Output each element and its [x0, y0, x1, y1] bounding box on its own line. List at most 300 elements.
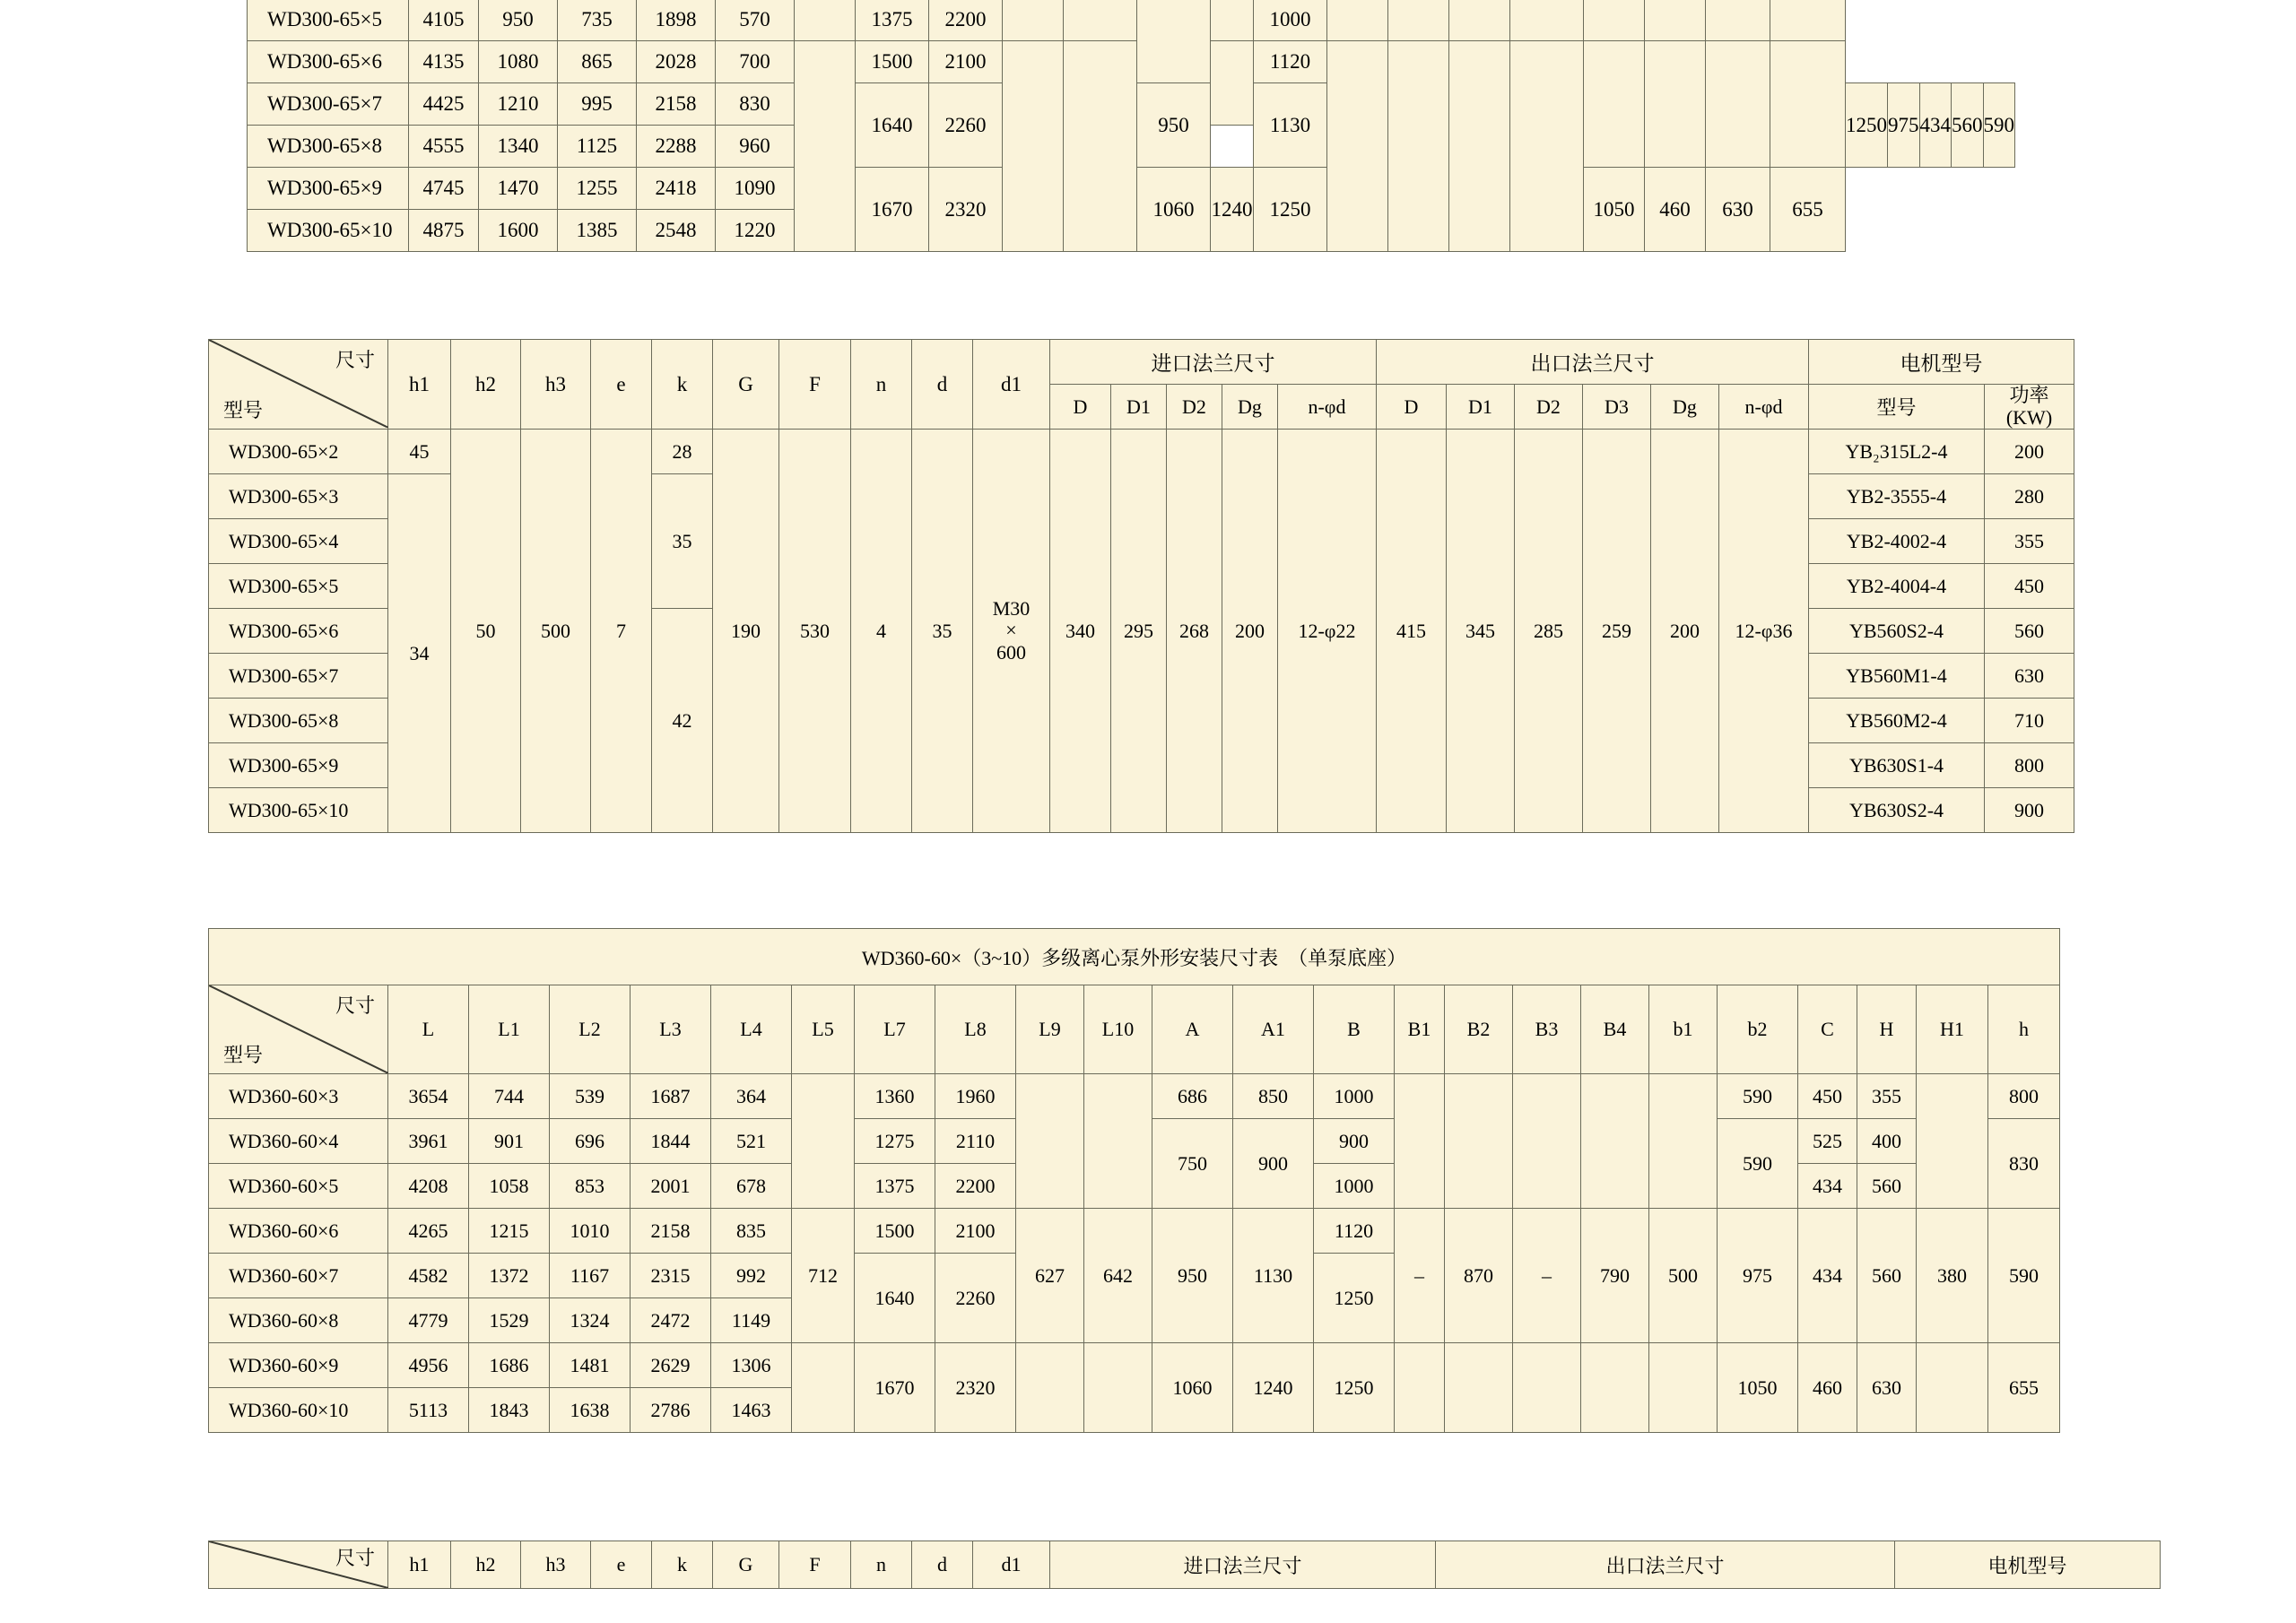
cell-B1-blank: [1395, 1343, 1445, 1433]
corner-label-size: 尺寸: [335, 1547, 375, 1569]
cell-A: 950: [1137, 83, 1211, 168]
cell-H: 560: [1952, 83, 1984, 168]
cell-B: 1120: [1254, 41, 1327, 83]
cell-k-2: 35: [652, 474, 713, 609]
cell-L8: 2320: [929, 168, 1003, 252]
th-B4: B4: [1581, 985, 1649, 1074]
cell-B: 1250: [1314, 1343, 1395, 1433]
th-b2: b2: [1718, 985, 1798, 1074]
cell-motor-power: 630: [1985, 654, 2074, 699]
cell-b2: 590: [1718, 1119, 1798, 1209]
cell-B2: [1388, 0, 1449, 41]
cell-A: 1060: [1152, 1343, 1233, 1433]
cell-motor-power: 800: [1985, 743, 2074, 788]
cell-L4: 678: [711, 1164, 792, 1209]
th-L9: L9: [1016, 985, 1084, 1074]
cell-h: 830: [1988, 1119, 2060, 1209]
cell-outlet-D1: 345: [1447, 430, 1515, 833]
cell-L2: 1255: [558, 168, 637, 210]
th-d1: d1: [973, 340, 1050, 430]
table-row: [248, 41, 2015, 83]
th-inlet-nd: n-φd: [1278, 385, 1377, 430]
cell-L: 4208: [388, 1164, 469, 1209]
cell-L2: 735: [558, 0, 637, 41]
cell-L1: 1372: [469, 1254, 550, 1298]
cell-B: 1000: [1254, 0, 1327, 41]
th-h2: h2: [451, 340, 521, 430]
corner-diagonal-header: [209, 985, 388, 1074]
cell-h: 800: [1988, 1074, 2060, 1119]
cell-H: 560: [1857, 1209, 1917, 1343]
cell-L4: 1463: [711, 1388, 792, 1433]
cell-model: WD360-60×9: [209, 1343, 388, 1388]
th-B2: B2: [1445, 985, 1513, 1074]
cell-h: [1770, 0, 1846, 41]
cell-L2: 1385: [558, 210, 637, 252]
cell-L10-blank: [1084, 1074, 1152, 1209]
cell-L4: 1149: [711, 1298, 792, 1343]
cell-h: [1770, 41, 1846, 168]
cell-L4: 830: [716, 83, 795, 126]
cell-L8: 2200: [935, 1164, 1016, 1209]
cell-B: 1120: [1314, 1209, 1395, 1254]
cell-model: WD300-65×4: [209, 519, 388, 564]
table-title: WD360-60×（3~10）多级离心泵外形安装尺寸表 （单泵底座）: [209, 929, 2060, 985]
cell-L3: 2158: [637, 83, 716, 126]
cell-A1: 1130: [1254, 83, 1327, 168]
cell-H: 630: [1857, 1343, 1917, 1433]
cell-H: [1706, 41, 1770, 168]
cell-L4: 700: [716, 41, 795, 83]
cell-L5-blank: [792, 1343, 855, 1433]
cell-L8: 2100: [929, 41, 1003, 83]
cell-L: 4265: [388, 1209, 469, 1254]
table-wd300-dimensions-continued: [247, 0, 2015, 252]
cell-L1: 950: [479, 0, 558, 41]
cell-model: WD300-65×8: [248, 126, 409, 168]
cell-h: 655: [1988, 1343, 2060, 1433]
cell-H: 630: [1706, 168, 1770, 252]
cell-L2: 1125: [558, 126, 637, 168]
header-row: [209, 985, 2060, 1074]
cell-L4: 992: [711, 1254, 792, 1298]
cell-A: 1060: [1137, 168, 1211, 252]
cell-L7: 1640: [855, 1254, 935, 1343]
cell-outlet-nd: 12-φ36: [1719, 430, 1809, 833]
cell-B1: [1327, 41, 1388, 252]
cell-inlet-D1: 295: [1111, 430, 1167, 833]
cell-motor-power: 900: [1985, 788, 2074, 833]
cell-d1: M30 × 600: [973, 430, 1050, 833]
cell-L3: 2786: [631, 1388, 711, 1433]
cell-A: 750: [1152, 1119, 1233, 1209]
th-motor-model: 型号: [1809, 385, 1985, 430]
cell-L2: 1010: [550, 1209, 631, 1254]
cell-L1: 1470: [479, 168, 558, 210]
th-outlet-D: D: [1377, 385, 1447, 430]
cell-L1: 1340: [479, 126, 558, 168]
table4: [208, 1541, 2161, 1589]
group-header-outlet: 出口法兰尺寸: [1436, 1541, 1895, 1589]
table-wd300-flange-motor: [208, 339, 2074, 833]
table-row: [209, 1209, 2060, 1254]
cell-B4: 790: [1581, 1209, 1649, 1343]
group-header-motor: 电机型号: [1809, 340, 2074, 385]
th-inlet-Dg: Dg: [1222, 385, 1278, 430]
cell-L9: 627: [1016, 1209, 1084, 1343]
cell-L9-blank: [1016, 1074, 1084, 1209]
cell-model: WD360-60×10: [209, 1388, 388, 1433]
th-inlet-D: D: [1050, 385, 1111, 430]
cell-L3: 1687: [631, 1074, 711, 1119]
cell-L2: 865: [558, 41, 637, 83]
table-wd360-flange-motor-header: [208, 1541, 2161, 1589]
cell-motor-power: 560: [1985, 609, 2074, 654]
cell-B3-blank: [1513, 1074, 1581, 1209]
cell-B3: –: [1513, 1209, 1581, 1343]
group-header-motor: 电机型号: [1895, 1541, 2161, 1589]
cell-L7: 1500: [856, 41, 929, 83]
cell-B: 900: [1314, 1119, 1395, 1164]
th-B: B: [1314, 985, 1395, 1074]
cell-b2: 590: [1718, 1074, 1798, 1119]
cell-L: 4425: [409, 83, 479, 126]
cell-motor-power: 355: [1985, 519, 2074, 564]
cell-model: WD300-65×10: [248, 210, 409, 252]
th-n: n: [851, 1541, 912, 1589]
cell-B3: [1449, 41, 1510, 252]
cell-h1-first: 45: [388, 430, 451, 474]
cell-C: 460: [1798, 1343, 1857, 1433]
cell-L10: [1064, 0, 1137, 41]
cell-L: 4135: [409, 41, 479, 83]
cell-A1: 1240: [1233, 1343, 1314, 1433]
cell-L3: 2158: [631, 1209, 711, 1254]
cell-L9-blank: [1016, 1343, 1084, 1433]
cell-B: 1250: [1314, 1254, 1395, 1343]
cell-C: 434: [1798, 1164, 1857, 1209]
cell-L4: 1220: [716, 210, 795, 252]
cell-model: WD300-65×6: [209, 609, 388, 654]
cell-L5-blank: [792, 1074, 855, 1209]
cell-model: WD300-65×10: [209, 788, 388, 833]
cell-L: 4555: [409, 126, 479, 168]
cell-model: WD300-65×9: [209, 743, 388, 788]
cell-L3: 2288: [637, 126, 716, 168]
cell-L2: 995: [558, 83, 637, 126]
th-L7: L7: [855, 985, 935, 1074]
cell-motor-model: YB₂315L2-4: [1809, 430, 1985, 474]
cell-model: WD360-60×4: [209, 1119, 388, 1164]
group-header-inlet: 进口法兰尺寸: [1050, 1541, 1436, 1589]
cell-motor-model: YB2-3555-4: [1809, 474, 1985, 519]
table-row: [209, 430, 2074, 474]
cell-h: 590: [1988, 1209, 2060, 1343]
cell-outlet-D3: 259: [1583, 430, 1651, 833]
cell-L10-blank: [1084, 1343, 1152, 1433]
cell-L1: 744: [469, 1074, 550, 1119]
table2: [208, 339, 2074, 833]
th-motor-power-unit: (KW): [2005, 405, 2053, 429]
cell-b2: 975: [1718, 1209, 1798, 1343]
cell-H1-blank: [1917, 1074, 1988, 1209]
cell-H1: 380: [1917, 1209, 1988, 1343]
cell-L2: 1638: [550, 1388, 631, 1433]
cell-B3-blank: [1513, 1343, 1581, 1433]
th-k: k: [652, 340, 713, 430]
cell-L7: 1500: [855, 1209, 935, 1254]
cell-L4: 1090: [716, 168, 795, 210]
cell-L1: 1529: [469, 1298, 550, 1343]
cell-B2-blank: [1445, 1343, 1513, 1433]
cell-A: 686: [1152, 1074, 1233, 1119]
th-H: H: [1857, 985, 1917, 1074]
cell-inlet-D2: 268: [1167, 430, 1222, 833]
cell-B: 1000: [1314, 1074, 1395, 1119]
cell-motor-model: YB630S2-4: [1809, 788, 1985, 833]
header-row-group: [209, 340, 2074, 385]
th-d: d: [912, 340, 973, 430]
th-outlet-D1: D1: [1447, 385, 1515, 430]
cell-model: WD300-65×8: [209, 699, 388, 743]
cell-motor-power: 450: [1985, 564, 2074, 609]
cell-C: [1645, 41, 1706, 168]
th-L1: L1: [469, 985, 550, 1074]
th-inlet-D2: D2: [1167, 385, 1222, 430]
cell-L8: 2320: [935, 1343, 1016, 1433]
cell-k-3: 42: [652, 609, 713, 833]
corner-diagonal-header: [209, 1541, 388, 1589]
cell-L1: 1843: [469, 1388, 550, 1433]
cell-L1: 1215: [469, 1209, 550, 1254]
cell-L2: 1481: [550, 1343, 631, 1388]
th-d1: d1: [973, 1541, 1050, 1589]
cell-L5: [795, 41, 856, 252]
cell-B: 1250: [1846, 83, 1888, 168]
cell-b1: 500: [1649, 1209, 1718, 1343]
cell-motor-model: YB2-4002-4: [1809, 519, 1985, 564]
th-motor-power-text: 功率: [2009, 384, 2049, 406]
corner-diagonal-header: [209, 340, 388, 430]
header-row: [209, 1541, 2161, 1589]
th-B3: B3: [1513, 985, 1581, 1074]
cell-F: 530: [779, 430, 851, 833]
cell-outlet-Dg: 200: [1651, 430, 1719, 833]
cell-B2: [1388, 41, 1449, 252]
th-L5: L5: [792, 985, 855, 1074]
cell-L3: 1898: [637, 0, 716, 41]
cell-L10: [1064, 41, 1137, 252]
cell-L3: 1844: [631, 1119, 711, 1164]
cell-L: 4956: [388, 1343, 469, 1388]
corner-label-model: 型号: [223, 399, 264, 422]
cell-C: [1645, 0, 1706, 41]
cell-L1: 1686: [469, 1343, 550, 1388]
cell-L: 4779: [388, 1298, 469, 1343]
cell-L7: 1375: [855, 1164, 935, 1209]
corner-label-model: 型号: [223, 1044, 264, 1066]
cell-motor-model: YB560S2-4: [1809, 609, 1985, 654]
cell-inlet-nd: 12-φ22: [1278, 430, 1377, 833]
cell-L7: 1670: [856, 168, 929, 252]
cell-L8: 2260: [929, 83, 1003, 168]
cell-C: 450: [1798, 1074, 1857, 1119]
cell-L4: 835: [711, 1209, 792, 1254]
cell-h2: 50: [451, 430, 521, 833]
cell-b1-blank: [1649, 1343, 1718, 1433]
cell-A1: 1240: [1211, 168, 1254, 252]
th-L10: L10: [1084, 985, 1152, 1074]
cell-L7: 1670: [855, 1343, 935, 1433]
cell-model: WD300-65×2: [209, 430, 388, 474]
th-h: h: [1988, 985, 2060, 1074]
cell-L1: 1080: [479, 41, 558, 83]
cell-B: 1250: [1254, 168, 1327, 252]
th-n: n: [851, 340, 912, 430]
cell-G: 190: [713, 430, 779, 833]
cell-L3: 2629: [631, 1343, 711, 1388]
th-F: F: [779, 1541, 851, 1589]
cell-model: WD300-65×7: [248, 83, 409, 126]
th-B1: B1: [1395, 985, 1445, 1074]
corner-label-size: 尺寸: [335, 994, 375, 1017]
cell-L: 4105: [409, 0, 479, 41]
cell-h: 590: [1983, 83, 2015, 168]
th-motor-power: [1985, 385, 2074, 430]
cell-A1: 1130: [1233, 1209, 1314, 1343]
cell-k-1: 28: [652, 430, 713, 474]
cell-motor-power: 200: [1985, 430, 2074, 474]
th-h3: h3: [521, 340, 591, 430]
cell-b1-blank: [1649, 1074, 1718, 1209]
cell-L4: 570: [716, 0, 795, 41]
table-row: [209, 1074, 2060, 1119]
cell-L4: 521: [711, 1119, 792, 1164]
th-h2: h2: [451, 1541, 521, 1589]
th-h3: h3: [521, 1541, 591, 1589]
th-A: A: [1152, 985, 1233, 1074]
th-h1: h1: [388, 1541, 451, 1589]
cell-L9: [1003, 0, 1064, 41]
cell-L3: 2001: [631, 1164, 711, 1209]
cell-motor-power: 710: [1985, 699, 2074, 743]
th-L3: L3: [631, 985, 711, 1074]
cell-L8: 2110: [935, 1119, 1016, 1164]
cell-model: WD300-65×5: [209, 564, 388, 609]
cell-d: 35: [912, 430, 973, 833]
cell-C: 434: [1919, 83, 1952, 168]
cell-B1: –: [1395, 1209, 1445, 1343]
cell-L: 5113: [388, 1388, 469, 1433]
cell-inlet-Dg: 200: [1222, 430, 1278, 833]
cell-b2: 1050: [1584, 168, 1645, 252]
cell-b2: [1584, 0, 1645, 41]
th-F: F: [779, 340, 851, 430]
cell-L10: 642: [1084, 1209, 1152, 1343]
cell-outlet-D: 415: [1377, 430, 1447, 833]
cell-h: 655: [1770, 168, 1846, 252]
cell-H1-blank: [1917, 1343, 1988, 1433]
cell-B4-blank: [1581, 1343, 1649, 1433]
cell-A1: 850: [1233, 1074, 1314, 1119]
table-row: [209, 1343, 2060, 1388]
cell-e: 7: [591, 430, 652, 833]
cell-spacer: [1211, 41, 1254, 126]
cell-L8: 2260: [935, 1254, 1016, 1343]
cell-H: 355: [1857, 1074, 1917, 1119]
th-inlet-D1: D1: [1111, 385, 1167, 430]
th-b1: b1: [1649, 985, 1718, 1074]
cell-B4-blank: [1581, 1074, 1649, 1209]
cell-B3: [1449, 0, 1510, 41]
cell-L7: 1640: [856, 83, 929, 168]
cell-L: 3961: [388, 1119, 469, 1164]
cell-model: WD300-65×7: [209, 654, 388, 699]
cell-L2: 1167: [550, 1254, 631, 1298]
th-e: e: [591, 340, 652, 430]
cell-inlet-D: 340: [1050, 430, 1111, 833]
cell-B1: [1327, 0, 1388, 41]
cell-L1: 1058: [469, 1164, 550, 1209]
cell-model: WD360-60×8: [209, 1298, 388, 1343]
th-L2: L2: [550, 985, 631, 1074]
cell-L1: 1600: [479, 210, 558, 252]
cell-L8: 2100: [935, 1209, 1016, 1254]
cell-L: 3654: [388, 1074, 469, 1119]
th-outlet-nd: n-φd: [1719, 385, 1809, 430]
cell-L4: 1306: [711, 1343, 792, 1388]
cell-L5: [795, 0, 856, 41]
table1: [247, 0, 2015, 252]
table3: [208, 928, 2060, 1433]
cell-H: 560: [1857, 1164, 1917, 1209]
cell-h3: 500: [521, 430, 591, 833]
cell-model: WD300-65×5: [248, 0, 409, 41]
cell-L4: 960: [716, 126, 795, 168]
cell-B2: 870: [1445, 1209, 1513, 1343]
cell-L9: [1003, 41, 1064, 252]
cell-L3: 2028: [637, 41, 716, 83]
cell-L: 4745: [409, 168, 479, 210]
table-wd360-dimensions: [208, 928, 2060, 1433]
cell-C: 525: [1798, 1119, 1857, 1164]
cell-spacer: [1211, 0, 1254, 41]
th-H1: H1: [1917, 985, 1988, 1074]
cell-model: WD360-60×5: [209, 1164, 388, 1209]
cell-A: 950: [1152, 1209, 1233, 1343]
table-row: [248, 0, 2015, 41]
th-outlet-Dg: Dg: [1651, 385, 1719, 430]
cell-L: 4875: [409, 210, 479, 252]
cell-L3: 2315: [631, 1254, 711, 1298]
cell-motor-model: YB560M2-4: [1809, 699, 1985, 743]
cell-H: [1706, 0, 1770, 41]
cell-L3: 2418: [637, 168, 716, 210]
th-G: G: [713, 340, 779, 430]
cell-B1-blank: [1395, 1074, 1445, 1209]
cell-model: WD360-60×6: [209, 1209, 388, 1254]
cell-L8: 2200: [929, 0, 1003, 41]
cell-C: 460: [1645, 168, 1706, 252]
cell-L3: 2472: [631, 1298, 711, 1343]
cell-n: 4: [851, 430, 912, 833]
group-header-inlet: 进口法兰尺寸: [1050, 340, 1377, 385]
cell-B4: [1510, 41, 1584, 252]
cell-H: 400: [1857, 1119, 1917, 1164]
th-L: L: [388, 985, 469, 1074]
cell-model: WD360-60×3: [209, 1074, 388, 1119]
cell-L2: 539: [550, 1074, 631, 1119]
